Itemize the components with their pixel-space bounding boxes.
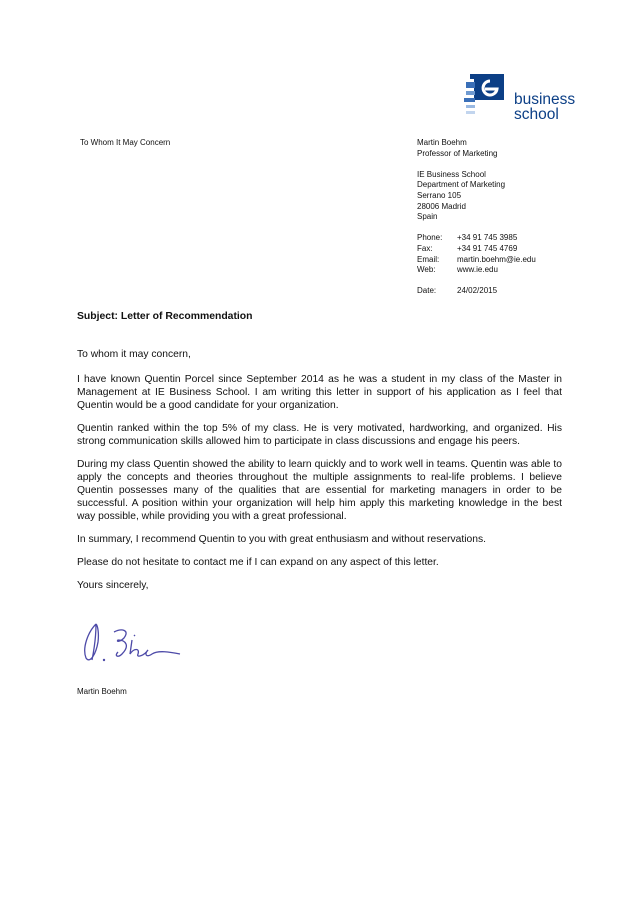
sender-address-block [417, 138, 597, 297]
letter-date [417, 286, 597, 297]
sender-title: Professor of Marketing [417, 148, 498, 158]
logo-word-school: school [514, 106, 559, 123]
contact-label: Fax: [417, 243, 433, 253]
ie-business-school-logo [448, 72, 576, 132]
contact-web [417, 265, 597, 276]
letter-subject: Subject: Letter of Recommendation [77, 311, 253, 322]
sender-country: Spain [417, 212, 438, 222]
contact-value: +34 91 745 4769 [457, 243, 518, 253]
body-paragraph: During my class Quentin showed the ability to learn quickly and to work well in teams. Quentin was able to apply the concepts and theories throughout the multiple assignments to real-life problems. I believe Quentin possesses many of the qualities that are essential for marketing managers in order to be successful. A position within your organization will help him apply this marketing knowledge in the best way possible, while providing you with a great professional. [77, 459, 562, 522]
contact-value: martin.boehm@ie.edu [457, 254, 536, 264]
body-paragraph: Please do not hesitate to contact me if I can expand on any aspect of this letter. [77, 557, 439, 568]
contact-email [417, 255, 597, 266]
handwritten-signature [74, 614, 184, 670]
salutation: To whom it may concern, [77, 349, 191, 360]
sender-name: Martin Boehm [417, 138, 467, 147]
letter-body [77, 348, 562, 602]
contact-value: www.ie.edu [457, 265, 498, 275]
body-paragraph: Quentin ranked within the top 5% of my class. He is very motivated, hardworking, and organized. His strong communication skills allowed him to participate in class discussions and engage his peers. [77, 423, 562, 447]
logo-word-business: business [514, 91, 576, 108]
contact-label: Web: [417, 265, 436, 275]
contact-label: Phone: [417, 233, 443, 243]
contact-label: Email: [417, 254, 440, 264]
contact-value: +34 91 745 3985 [457, 233, 518, 243]
body-paragraph: I have known Quentin Porcel since September 2014 as he was a student in my class of the Master in Management at IE Business School. I am writing this letter in support of his application as I feel that Quentin would be a good candidate for your organization. [77, 374, 562, 411]
sender-city: 28006 Madrid [417, 201, 466, 211]
date-label: Date: [417, 286, 437, 296]
logo-wordmark [514, 92, 575, 122]
sender-department: Department of Marketing [417, 180, 506, 190]
ie-logo-mark-icon [460, 72, 512, 124]
date-value: 24/02/2015 [457, 286, 498, 296]
body-paragraph: In summary, I recommend Quentin to you with great enthusiasm and without reservations. [77, 534, 487, 545]
signer-name: Martin Boehm [77, 687, 127, 696]
contact-fax [417, 244, 597, 255]
recipient-header: To Whom It May Concern [80, 138, 171, 147]
contact-phone [417, 233, 597, 244]
closing: Yours sincerely, [77, 580, 149, 591]
sender-institution: IE Business School [417, 169, 486, 179]
sender-street: Serrano 105 [417, 190, 462, 200]
